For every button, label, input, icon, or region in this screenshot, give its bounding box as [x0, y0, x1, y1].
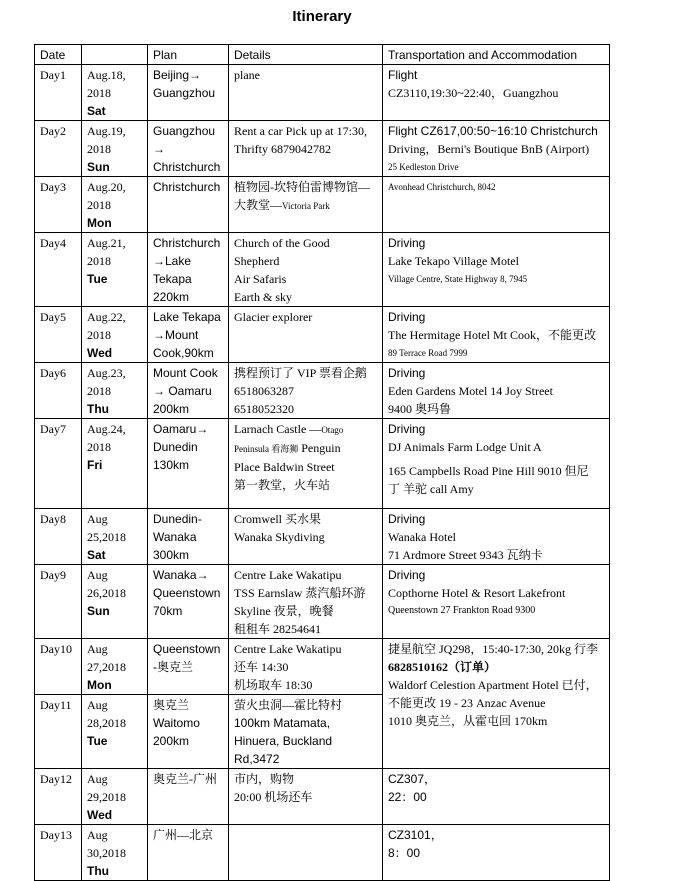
- transport-line: DJ Animals Farm Lodge Unit A: [388, 440, 542, 454]
- plan-line: Tekapa: [153, 272, 192, 286]
- weekday: Mon: [87, 216, 112, 230]
- plan-line: 220km: [153, 290, 190, 304]
- transport-line: 捷星航空 JQ298，15:40-17:30, 20kg 行李: [388, 642, 599, 656]
- details-cell: [229, 233, 383, 307]
- plan-cell: [148, 65, 229, 121]
- transport-line: Driving: [388, 422, 426, 436]
- plan-line: Christchurch: [153, 160, 221, 174]
- plan-line: Dunedin-: [153, 512, 202, 526]
- plan-cell: [148, 639, 229, 695]
- transport-line: 9400 奥玛鲁: [388, 402, 452, 416]
- plan-line: Wanaka→: [153, 568, 209, 582]
- day-label: Day2: [35, 121, 82, 177]
- date-line: Aug.21,: [87, 236, 126, 250]
- details-line: Air Safaris: [234, 272, 287, 286]
- header-transport: Transportation and Accommodation: [383, 45, 610, 65]
- transport-cell: [383, 363, 610, 419]
- transport-line: 不能更改 19 - 23 Anzac Avenue: [388, 696, 546, 710]
- details-cell: [229, 509, 383, 565]
- transport-line: Wanaka Hotel: [388, 530, 457, 544]
- day-label: Day5: [35, 307, 82, 363]
- weekday: Sat: [87, 104, 106, 118]
- day-label: Day9: [35, 565, 82, 639]
- year-line: 2018: [87, 384, 111, 398]
- year-line: 29,2018: [87, 790, 126, 804]
- transport-cell: [383, 769, 610, 825]
- day-label: Day11: [35, 695, 82, 769]
- details-cell: [229, 825, 383, 881]
- date-line: Aug.22,: [87, 310, 126, 324]
- transport-cell: [383, 307, 610, 363]
- details-line: 100km Matamata,: [234, 716, 331, 730]
- date-cell: [82, 639, 148, 695]
- table-row: [35, 363, 610, 419]
- year-line: 2018: [87, 142, 111, 156]
- date-cell: [82, 307, 148, 363]
- date-line: Aug: [87, 642, 108, 656]
- transport-line: 165 Campbells Road Pine Hill 9010 但尼: [388, 464, 589, 478]
- weekday: Wed: [87, 808, 113, 822]
- page-title: Itinerary: [292, 8, 352, 25]
- plan-line: Waitomo: [153, 716, 200, 730]
- date-line: Aug: [87, 568, 108, 582]
- weekday: Sun: [87, 604, 110, 618]
- details-line: Hinuera, Buckland: [234, 734, 333, 748]
- details-line: 市内，购物: [234, 772, 295, 786]
- plan-line: →: [153, 142, 165, 156]
- table-row: [35, 233, 610, 307]
- details-line: Rd,3472: [234, 752, 280, 766]
- transport-cell: [383, 639, 610, 769]
- plan-cell: [148, 565, 229, 639]
- weekday: Fri: [87, 458, 103, 472]
- plan-line: Mount Cook: [153, 366, 218, 380]
- transport-line: Eden Gardens Motel 14 Joy Street: [388, 384, 553, 398]
- year-line: 25,2018: [87, 530, 126, 544]
- plan-cell: [148, 121, 229, 177]
- details-line: Penguin: [298, 441, 341, 455]
- plan-line: →Lake: [153, 254, 192, 268]
- plan-line: Queenstown: [153, 586, 221, 600]
- plan-line: 200km: [153, 402, 190, 416]
- transport-line: Flight: [388, 68, 418, 82]
- transport-line: Avonhead Christchurch, 8042: [388, 182, 496, 192]
- details-line: 植物园-坎特伯雷博物馆—: [234, 180, 370, 194]
- details-line: Skyline 夜景，晚餐: [234, 604, 334, 618]
- day-label: Day4: [35, 233, 82, 307]
- year-line: 2018: [87, 198, 111, 212]
- table-row: [35, 121, 610, 177]
- date-cell: [82, 177, 148, 233]
- details-line: Rent a car Pick up at 17:30,: [234, 124, 367, 138]
- header-plan: Plan: [148, 45, 229, 65]
- plan-line: Wanaka: [153, 530, 197, 544]
- day-label: Day10: [35, 639, 82, 695]
- transport-cell: [383, 177, 610, 233]
- weekday: Mon: [87, 678, 112, 692]
- transport-line: Queenstown 27 Frankton Road 9300: [388, 605, 536, 616]
- transport-cell: [383, 121, 610, 177]
- plan-line: -奥克兰: [153, 660, 193, 674]
- transport-line: Copthorne Hotel & Resort Lakefront: [388, 586, 566, 600]
- details-line: Larnach Castle —: [234, 422, 322, 436]
- details-line: plane: [234, 68, 260, 82]
- details-line: Cromwell 买水果: [234, 512, 321, 526]
- plan-line: →Mount: [153, 328, 199, 342]
- transport-line: Driving: [388, 310, 426, 324]
- date-line: Aug: [87, 512, 108, 526]
- table-row: [35, 65, 610, 121]
- transport-line: Lake Tekapo Village Motel: [388, 254, 519, 268]
- table-row: [35, 177, 610, 233]
- transport-line: Driving: [388, 512, 426, 526]
- transport-line: CZ3110,19:30~22:40，Guangzhou: [388, 86, 559, 100]
- day-label: Day12: [35, 769, 82, 825]
- table-row: [35, 307, 610, 363]
- year-line: 30,2018: [87, 846, 126, 860]
- details-cell: [229, 419, 383, 509]
- table-row: [35, 565, 610, 639]
- details-line: Centre Lake Wakatipu: [234, 568, 342, 582]
- weekday: Thu: [87, 864, 109, 878]
- details-line: 大教堂—: [234, 198, 283, 212]
- date-line: Aug.23,: [87, 366, 126, 380]
- details-line: Thrifty 6879042782: [234, 142, 331, 156]
- transport-line: CZ307，: [388, 772, 437, 786]
- details-line: 6518052320: [234, 402, 294, 416]
- date-cell: [82, 363, 148, 419]
- year-line: 2018: [87, 328, 111, 342]
- table-row: [35, 509, 610, 565]
- year-line: 26,2018: [87, 586, 126, 600]
- itinerary-table: [34, 44, 610, 881]
- details-cell: [229, 307, 383, 363]
- details-line: Peninsula 看海狮: [234, 444, 299, 454]
- header-row: [35, 45, 610, 65]
- details-line: Shepherd: [234, 254, 280, 268]
- date-line: Aug.20,: [87, 180, 126, 194]
- plan-line: 200km: [153, 734, 190, 748]
- transport-line: Village Centre, State Highway 8, 7945: [388, 274, 528, 284]
- plan-line: Beijing→: [153, 68, 202, 82]
- weekday: Sun: [87, 160, 110, 174]
- details-line: 20:00 机场还车: [234, 790, 313, 804]
- date-cell: [82, 121, 148, 177]
- transport-cell: [383, 565, 610, 639]
- plan-line: Guangzhou: [153, 124, 216, 138]
- header-details: Details: [229, 45, 383, 65]
- day-label: Day8: [35, 509, 82, 565]
- plan-line: Guangzhou: [153, 86, 216, 100]
- plan-cell: [148, 695, 229, 769]
- transport-line: 71 Ardmore Street 9343 瓦纳卡: [388, 548, 543, 562]
- transport-cell: [383, 419, 610, 509]
- date-cell: [82, 509, 148, 565]
- transport-line: 8：00: [388, 846, 421, 860]
- plan-line: Cook,90km: [153, 346, 214, 360]
- header-blank: [82, 45, 148, 65]
- details-line: Place Baldwin Street: [234, 460, 335, 474]
- plan-cell: [148, 233, 229, 307]
- day-label: Day3: [35, 177, 82, 233]
- year-line: 2018: [87, 440, 111, 454]
- transport-line: 22：00: [388, 790, 427, 804]
- date-cell: [82, 233, 148, 307]
- transport-line: 25 Kedleston Drive: [388, 162, 459, 172]
- details-line: 第一教堂，火车站: [234, 478, 331, 492]
- weekday: Tue: [87, 734, 108, 748]
- year-line: 28,2018: [87, 716, 126, 730]
- details-cell: [229, 65, 383, 121]
- details-line: Church of the Good: [234, 236, 330, 250]
- transport-line: CZ3101，: [388, 828, 443, 842]
- table-row: [35, 419, 610, 509]
- details-line: 萤火虫洞—霍比特村: [234, 698, 343, 712]
- date-line: Aug.24,: [87, 422, 126, 436]
- plan-line: Christchurch: [153, 236, 221, 250]
- details-line: Victoria Park: [282, 201, 330, 211]
- table-row: [35, 639, 610, 695]
- weekday: Tue: [87, 272, 108, 286]
- date-line: Aug.19,: [87, 124, 126, 138]
- details-line: Centre Lake Wakatipu: [234, 642, 342, 656]
- plan-line: 130km: [153, 458, 190, 472]
- transport-line: 丁 羊驼 call Amy: [388, 482, 474, 496]
- year-line: 27,2018: [87, 660, 126, 674]
- plan-line: 广州—北京: [153, 828, 214, 842]
- transport-cell: [383, 65, 610, 121]
- details-cell: [229, 177, 383, 233]
- plan-line: Queenstown: [153, 642, 221, 656]
- details-cell: [229, 695, 383, 769]
- day-label: Day13: [35, 825, 82, 881]
- plan-cell: [148, 419, 229, 509]
- date-cell: [82, 419, 148, 509]
- date-cell: [82, 65, 148, 121]
- header-date: Date: [35, 45, 82, 65]
- plan-line: Oamaru→: [153, 422, 209, 436]
- details-cell: [229, 769, 383, 825]
- plan-line: 70km: [153, 604, 183, 618]
- transport-line: Waldorf Celestion Apartment Hotel 已付，: [388, 678, 598, 692]
- details-line: 机场取车 18:30: [234, 678, 313, 692]
- transport-line: Driving，Berni's Boutique BnB (Airport): [388, 142, 590, 156]
- table-row: [35, 825, 610, 881]
- details-line: 携程预订了 VIP 票看企鹅: [234, 366, 367, 380]
- details-cell: [229, 121, 383, 177]
- transport-line: The Hermitage Hotel Mt Cook，不能更改: [388, 328, 596, 342]
- details-line: TSS Earnslaw 蒸汽船环游: [234, 586, 366, 600]
- date-line: Aug: [87, 828, 108, 842]
- date-cell: [82, 825, 148, 881]
- transport-cell: [383, 233, 610, 307]
- details-cell: [229, 363, 383, 419]
- transport-line: 89 Terrace Road 7999: [388, 348, 468, 358]
- year-line: 2018: [87, 86, 111, 100]
- details-cell: [229, 639, 383, 695]
- plan-line: → Oamaru: [153, 384, 212, 398]
- transport-line: 6828510162（订单）: [388, 660, 497, 674]
- details-line: Otago: [321, 425, 344, 435]
- plan-cell: [148, 509, 229, 565]
- transport-cell: [383, 509, 610, 565]
- day-label: Day6: [35, 363, 82, 419]
- details-line: Earth & sky: [234, 290, 292, 304]
- details-line: 6518063287: [234, 384, 294, 398]
- details-line: Wanaka Skydiving: [234, 530, 325, 544]
- plan-line: Christchurch: [153, 180, 221, 194]
- table-row: [35, 769, 610, 825]
- transport-line: Driving: [388, 568, 426, 582]
- transport-line: Driving: [388, 366, 426, 380]
- transport-cell: [383, 825, 610, 881]
- details-cell: [229, 565, 383, 639]
- transport-line: Driving: [388, 236, 426, 250]
- details-line: Glacier explorer: [234, 310, 313, 324]
- plan-cell: [148, 363, 229, 419]
- date-cell: [82, 565, 148, 639]
- transport-line: Flight CZ617,00:50~16:10 Christchurch: [388, 124, 598, 138]
- weekday: Thu: [87, 402, 109, 416]
- plan-line: 奥克兰-广州: [153, 772, 217, 786]
- weekday: Wed: [87, 346, 113, 360]
- plan-cell: [148, 769, 229, 825]
- plan-cell: [148, 825, 229, 881]
- weekday: Sat: [87, 548, 106, 562]
- plan-line: 奥克兰: [153, 698, 190, 712]
- day-label: Day1: [35, 65, 82, 121]
- date-cell: [82, 769, 148, 825]
- plan-line: Dunedin: [153, 440, 198, 454]
- transport-line: 1010 奥克兰，从霍屯回 170km: [388, 714, 548, 728]
- year-line: 2018: [87, 254, 111, 268]
- plan-cell: [148, 177, 229, 233]
- details-line: 租租车 28254641: [234, 622, 322, 636]
- date-line: Aug.18,: [87, 68, 126, 82]
- date-line: Aug: [87, 772, 108, 786]
- details-line: 还车 14:30: [234, 660, 289, 674]
- date-line: Aug: [87, 698, 108, 712]
- date-cell: [82, 695, 148, 769]
- plan-cell: [148, 307, 229, 363]
- plan-line: 300km: [153, 548, 190, 562]
- plan-line: Lake Tekapa: [153, 310, 221, 324]
- day-label: Day7: [35, 419, 82, 509]
